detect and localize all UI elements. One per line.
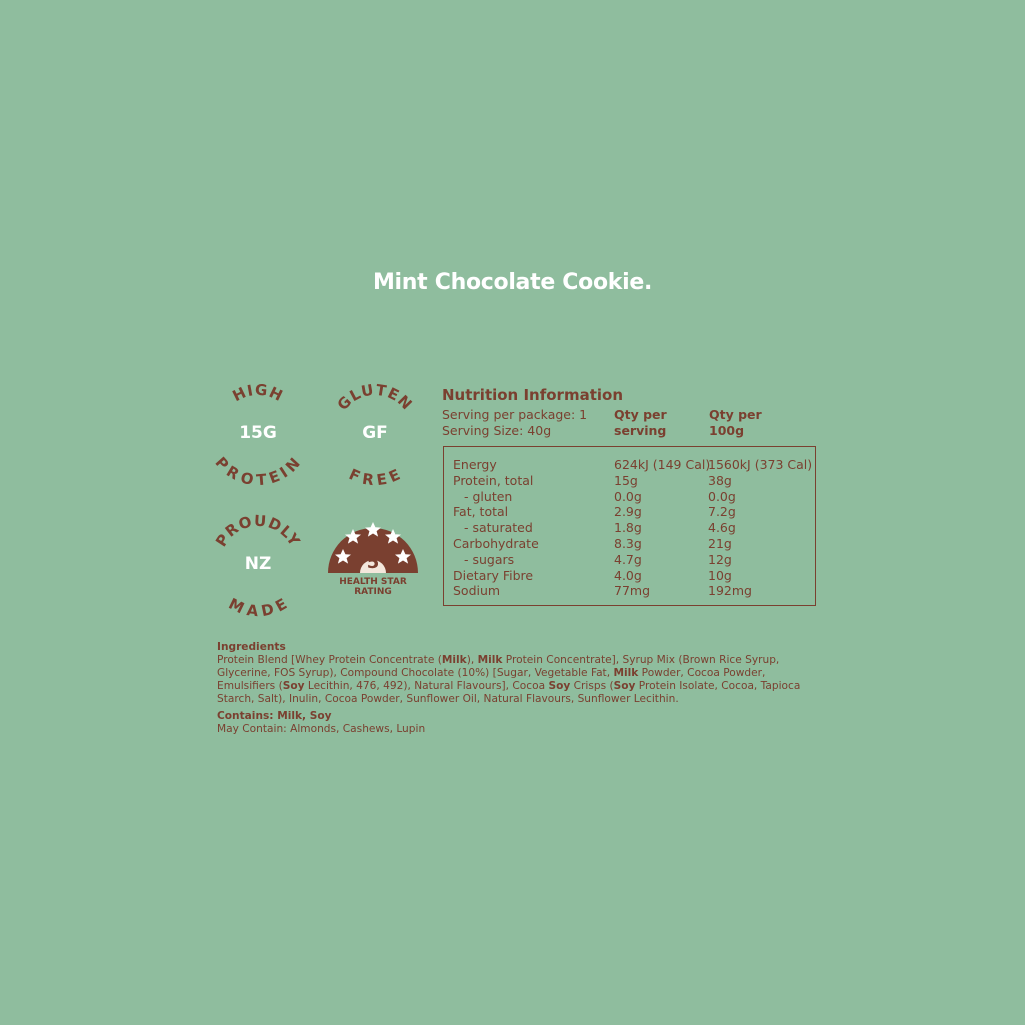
badge-bottom-text: PROTEIN bbox=[211, 453, 305, 487]
badge-top-text: PROUDLY bbox=[212, 511, 304, 550]
nz-made-badge-icon bbox=[203, 508, 313, 618]
badge-center-text: GF bbox=[362, 423, 388, 443]
table-row: Dietary Fibre 4.0g 10g bbox=[453, 567, 732, 583]
col-header-serving: Qty per serving bbox=[614, 407, 667, 438]
serving-info bbox=[442, 407, 587, 439]
health-star-number: 5 bbox=[366, 552, 380, 573]
ingredients-text: Protein Blend [Whey Protein Concentrate (Milk), Milk Protein Concentrate], Syrup Mix (Brown Rice Syrup, Glycerine, FOS Syrup), Compound Chocolate (10%) [Sugar, Vegetable Fat, Milk Powder, Cocoa Powder, Emulsifiers (Soy Lecithin, 476, 492), Natural Flavours], Cocoa Soy Crisps (Soy Protein Isolate, Cocoa, Tapioca Starch, Salt), Inulin, Cocoa Powder, Sunflower Oil, Natural Flavours, Sunflower Lecithin. bbox=[217, 654, 801, 705]
table-row: - saturated 1.8g 4.6g bbox=[464, 520, 736, 536]
badge-center-text: 15G bbox=[239, 423, 277, 443]
health-star-label: HEALTH STAR bbox=[339, 577, 407, 587]
svg-text:GLUTEN bbox=[334, 381, 417, 414]
gluten-free-badge-icon bbox=[320, 377, 430, 487]
contains-allergens: Contains: Milk, Soy bbox=[217, 710, 332, 722]
table-row: - gluten 0.0g 0.0g bbox=[464, 488, 736, 504]
table-row: Carbohydrate 8.3g 21g bbox=[453, 536, 732, 551]
badge-center-text: NZ bbox=[244, 554, 272, 574]
col-header-100g: Qty per 100g bbox=[709, 407, 762, 438]
table-row: Sodium 77mg 192mg bbox=[453, 583, 752, 599]
table-row: Fat, total 2.9g 7.2g bbox=[453, 504, 736, 520]
protein-badge-icon bbox=[203, 377, 313, 487]
nz-made-badge bbox=[203, 508, 313, 618]
table-row: Energy 624kJ (149 Cal) 1560kJ (373 Cal) bbox=[453, 457, 813, 472]
svg-text:FREE bbox=[346, 465, 404, 487]
badge-bottom-text: FREE bbox=[346, 465, 404, 487]
serving-per-package: Serving per package: 1 bbox=[442, 407, 588, 422]
health-star-rating-icon bbox=[318, 505, 428, 615]
health-star-label-2: RATING bbox=[354, 587, 392, 597]
product-title: Mint Chocolate Cookie. bbox=[372, 270, 653, 295]
svg-text:PROUDLY bbox=[212, 512, 304, 550]
svg-text:HIGH bbox=[230, 381, 287, 406]
may-contain-allergens: May Contain: Almonds, Cashews, Lupin bbox=[217, 723, 426, 735]
table-row: Protein, total 15g 38g bbox=[453, 472, 732, 488]
table-row: - sugars 4.7g 12g bbox=[464, 551, 732, 567]
svg-text:PROTEIN bbox=[211, 453, 304, 487]
ingredients-heading: Ingredients bbox=[217, 641, 286, 653]
nutrition-title: Nutrition Information bbox=[442, 386, 623, 404]
serving-size: Serving Size: 40g bbox=[442, 423, 552, 438]
nutrition-table bbox=[443, 446, 816, 606]
health-star-badge bbox=[318, 505, 428, 615]
badge-bottom-text: MADE bbox=[225, 594, 291, 618]
high-protein-badge bbox=[203, 377, 313, 487]
badge-top-text: HIGH bbox=[229, 380, 287, 406]
ingredients-section bbox=[217, 641, 817, 736]
svg-text:MADE bbox=[226, 594, 291, 618]
badge-top-text: GLUTEN bbox=[333, 380, 417, 414]
gluten-free-badge bbox=[320, 377, 430, 487]
